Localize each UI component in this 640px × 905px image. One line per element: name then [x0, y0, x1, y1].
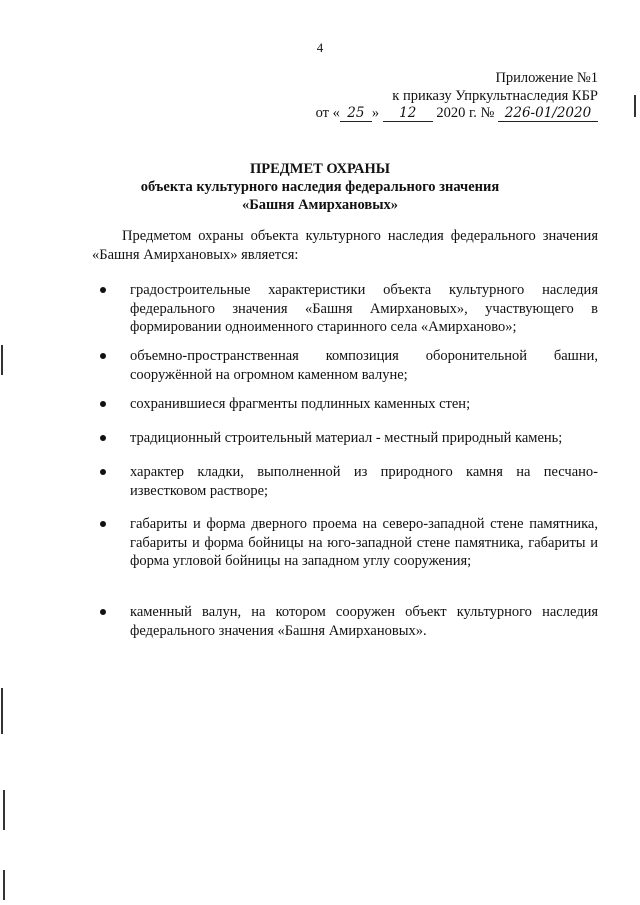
- list-item: [100, 429, 598, 448]
- intro-paragraph: Предметом охраны объекта культурного наследия федерального значения «Башня Амирхановых» является:: [92, 228, 598, 263]
- list-item: [100, 603, 598, 640]
- handwritten-order-number: 226-01/2020: [498, 106, 598, 122]
- list-item-text: градостроительные характеристики объекта культурного наследия федерального значения «Башня Амирхановых», участвующего в формировании одноименного старинного села «Амирханово»;: [130, 282, 598, 335]
- handwritten-day: 25: [340, 106, 372, 122]
- list-item-text: характер кладки, выполненной из природного камня на песчано-известковом растворе;: [130, 464, 598, 499]
- title-line-1: ПРЕДМЕТ ОХРАНЫ: [249, 161, 391, 177]
- list-item: [100, 347, 598, 384]
- scan-edge-mark: [3, 790, 5, 830]
- bullet-icon: [100, 353, 106, 359]
- list-item-text: традиционный строительный материал - местный природный камень;: [130, 430, 563, 446]
- list-item: [100, 515, 598, 571]
- list-item: [100, 281, 598, 337]
- title-line-3: «Башня Амирхановых»: [241, 197, 399, 213]
- bullet-icon: [100, 521, 106, 527]
- bullet-icon: [100, 287, 106, 293]
- list-item-text: объемно-пространственная композиция оборонительной башни, сооружённой на огромном каменном валуне;: [130, 348, 598, 383]
- list-item-text: сохранившиеся фрагменты подлинных каменных стен;: [130, 396, 471, 412]
- scan-edge-mark: [1, 345, 3, 375]
- bullet-icon: [100, 609, 106, 615]
- title-line-2: объекта культурного наследия федерального значения: [140, 179, 500, 195]
- bullet-icon: [100, 401, 106, 407]
- bullet-icon: [100, 435, 106, 441]
- page-number: 4: [316, 40, 324, 55]
- list-item: [100, 395, 598, 414]
- date-prefix: от «: [315, 105, 340, 121]
- list-item-text: габариты и форма дверного проема на северо-западной стене памятника, габариты и форма бойницы на юго-западной стене памятника, габариты и форма угловой бойницы на западном углу сооружения;: [130, 516, 598, 569]
- appendix-title: Приложение №1: [495, 70, 598, 86]
- handwritten-month: 12: [383, 106, 433, 122]
- scan-edge-mark: [1, 688, 3, 734]
- scan-edge-mark: [634, 95, 636, 117]
- list-item: [100, 463, 598, 500]
- list-item-text: каменный валун, на котором сооружен объект культурного наследия федерального значения «Башня Амирхановых».: [130, 604, 598, 639]
- date-year: 2020 г. №: [436, 105, 495, 121]
- scan-edge-mark: [3, 870, 5, 900]
- bullet-icon: [100, 469, 106, 475]
- appendix-order-reference: к приказу Упркультнаследия КБР: [392, 87, 598, 104]
- date-mid: »: [371, 105, 380, 121]
